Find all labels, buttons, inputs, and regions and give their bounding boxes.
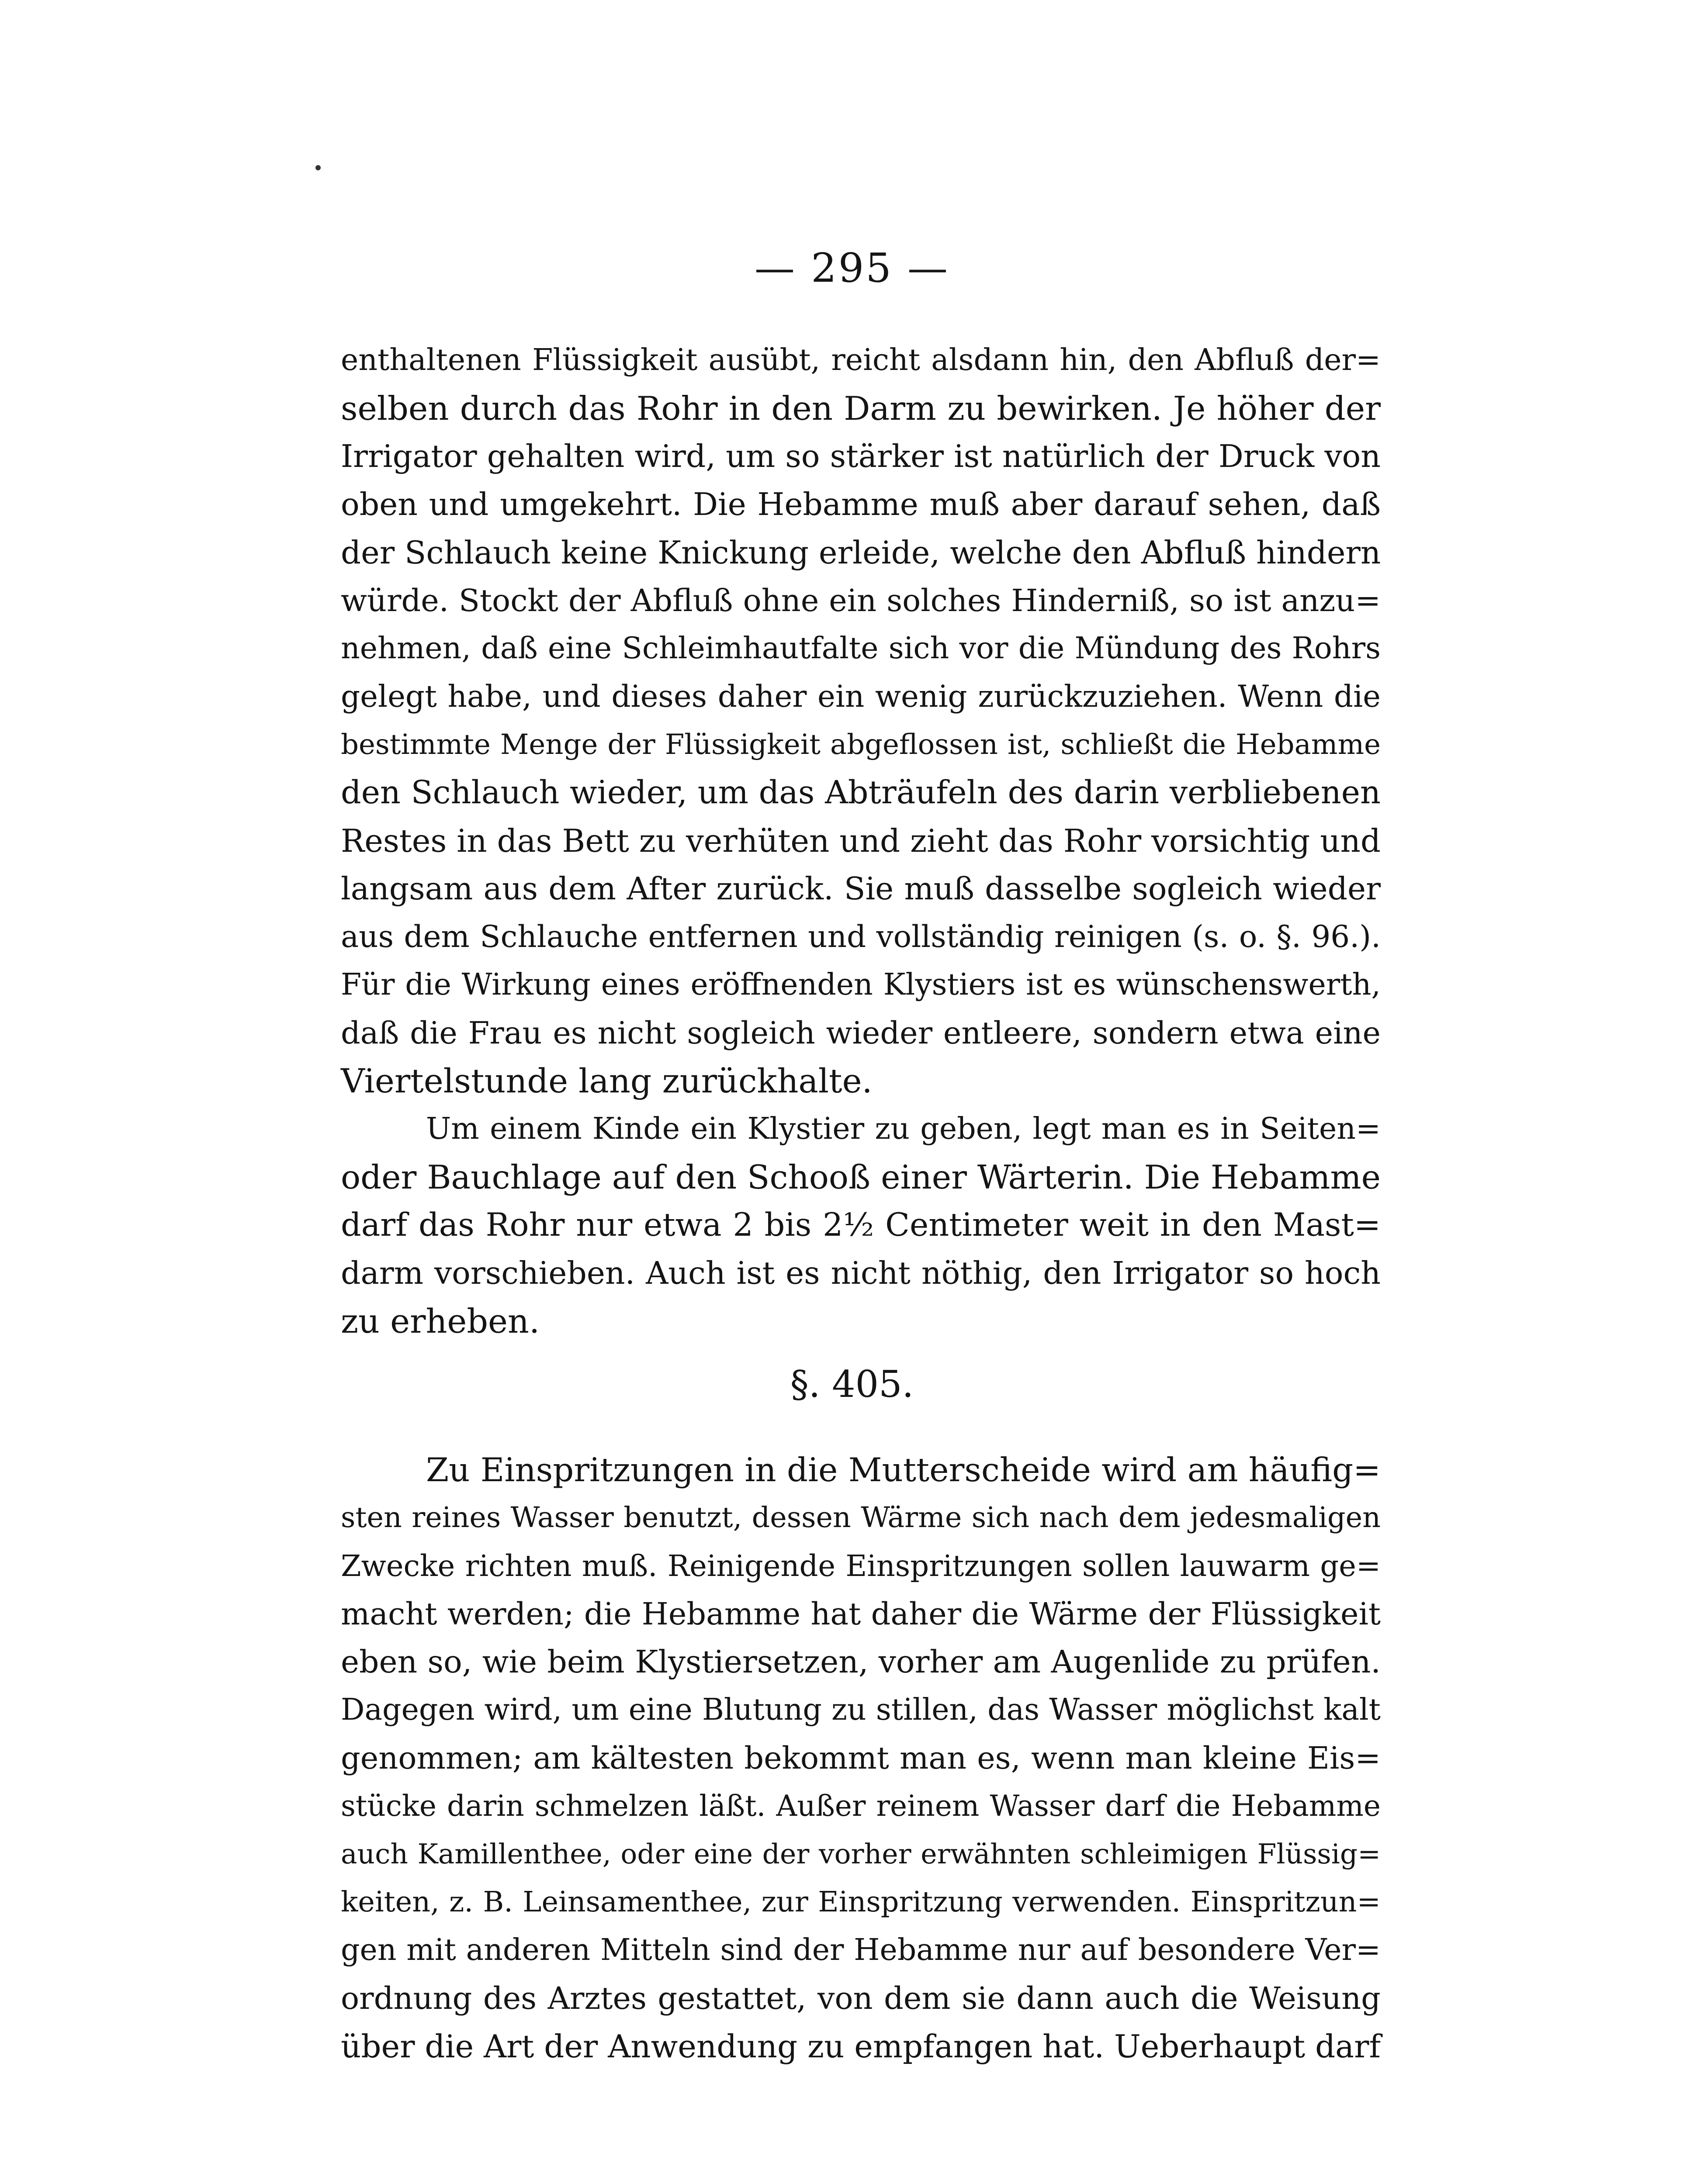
speck-mark — [315, 165, 321, 170]
text-line: genommen; am kältesten bekommt man es, wenn man kleine Eis= — [341, 1740, 1381, 1776]
text-line: darm vorschieben. Auch ist es nicht nöthig, den Irrigator so hoch — [341, 1255, 1381, 1291]
text-line: eben so, wie beim Klystiersetzen, vorher am Augenlide zu prüfen. — [341, 1644, 1381, 1680]
text-line: stücke darin schmelzen läßt. Außer reinem Wasser darf die Hebamme — [341, 1789, 1381, 1823]
text-line: bestimmte Menge der Flüssigkeit abgeflossen ist, schließt die Hebamme — [341, 729, 1381, 761]
text-line: aus dem Schlauche entfernen und vollständig reinigen (s. o. §. 96.). — [341, 919, 1381, 954]
text-line: der Schlauch keine Knickung erleide, welche den Abfluß hindern — [341, 534, 1381, 571]
text-line: auch Kamillenthee, oder eine der vorher erwähnten schleimigen Flüssig= — [341, 1838, 1381, 1870]
text-line: gelegt habe, und dieses daher ein wenig zurückzuziehen. Wenn die — [341, 679, 1381, 714]
text-line: gen mit anderen Mitteln sind der Hebamme nur auf besondere Ver= — [341, 1933, 1381, 1967]
text-line: macht werden; die Hebamme hat daher die Wärme der Flüssigkeit — [341, 1596, 1381, 1632]
text-line: langsam aus dem After zurück. Sie muß dasselbe sogleich wieder — [341, 871, 1381, 907]
text-line: ordnung des Arztes gestattet, von dem sie dann auch die Weisung — [341, 1980, 1381, 2016]
text-line: enthaltenen Flüssigkeit ausübt, reicht alsdann hin, den Abfluß der= — [341, 343, 1381, 377]
text-line: Zu Einspritzungen in die Mutterscheide wird am häufig= — [426, 1451, 1381, 1489]
text-line: oder Bauchlage auf den Schooß einer Wärterin. Die Hebamme — [341, 1158, 1381, 1196]
text-line: oben und umgekehrt. Die Hebamme muß aber darauf sehen, daß — [341, 486, 1381, 522]
text-line: Zwecke richten muß. Reinigende Einspritzungen sollen lauwarm ge= — [341, 1549, 1381, 1583]
text-line: Restes in das Bett zu verhüten und zieht das Rohr vorsichtig und — [341, 822, 1381, 859]
text-line: keiten, z. B. Leinsamenthee, zur Einspritzung verwenden. Einspritzun= — [341, 1886, 1381, 1918]
text-line: Irrigator gehalten wird, um so stärker ist natürlich der Druck von — [341, 438, 1381, 474]
text-line: nehmen, daß eine Schleimhautfalte sich vor die Mündung des Rohrs — [341, 631, 1381, 666]
text-line: Viertelstunde lang zurückhalte. — [341, 1061, 873, 1100]
paragraph-3 — [341, 1446, 1381, 2070]
text-line: darf das Rohr nur etwa 2 bis 2½ Centimeter weit in den Mast= — [341, 1206, 1381, 1244]
text-line: würde. Stockt der Abfluß ohne ein solches Hinderniß, so ist anzu= — [341, 583, 1381, 619]
text-line: Um einem Kinde ein Klystier zu geben, legt man es in Seiten= — [426, 1112, 1381, 1146]
text-line: selben durch das Rohr in den Darm zu bewirken. Je höher der — [341, 389, 1381, 428]
text-line: zu erheben. — [341, 1302, 540, 1341]
text-line: Dagegen wird, um eine Blutung zu stillen, das Wasser möglichst kalt — [341, 1693, 1381, 1727]
text-line: den Schlauch wieder, um das Abträufeln des darin verbliebenen — [341, 774, 1381, 811]
text-line: Für die Wirkung eines eröffnenden Klystiers ist es wünschenswerth, — [341, 968, 1381, 1002]
text-line: über die Art der Anwendung zu empfangen hat. Ueberhaupt darf — [341, 2028, 1381, 2065]
page-number: — 295 — — [754, 245, 950, 291]
text-line: daß die Frau es nicht sogleich wieder entleere, sondern etwa eine — [341, 1015, 1381, 1051]
paragraph-2 — [341, 1105, 1381, 1345]
section-heading: §. 405. — [790, 1363, 914, 1406]
paragraph-1 — [341, 336, 1381, 1105]
text-line: sten reines Wasser benutzt, dessen Wärme sich nach dem jedesmaligen — [341, 1501, 1381, 1534]
